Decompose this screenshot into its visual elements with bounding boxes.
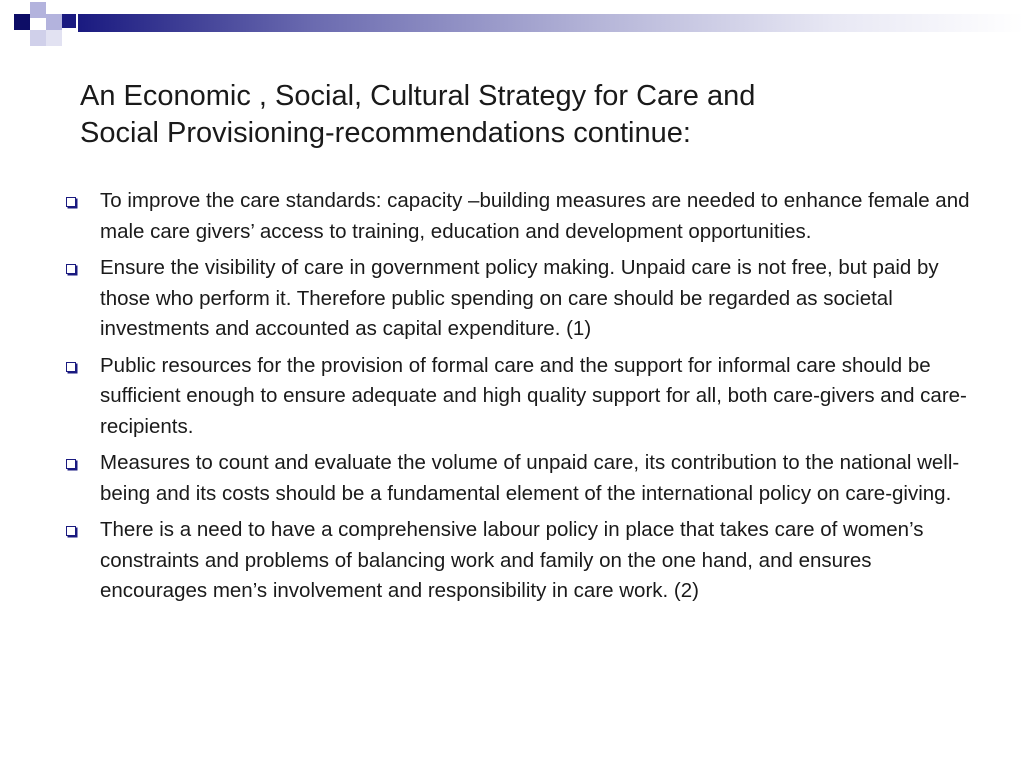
square-bullet-icon <box>66 264 76 274</box>
decorative-square <box>46 14 62 30</box>
bullet-item <box>60 186 970 247</box>
slide-title-line-2: Social Provisioning-recommendations continue: <box>80 117 691 149</box>
decorative-square <box>30 30 46 46</box>
bullet-text: Ensure the visibility of care in government policy making. Unpaid care is not free, but paid by those who perform it. Therefore public spending on care should be regarded as societal investments and accounted as capital expenditure. (1) <box>100 256 939 340</box>
square-bullet-icon <box>66 526 76 536</box>
square-bullet-icon <box>66 197 76 207</box>
bullet-item <box>60 253 970 345</box>
slide-title-line-1: An Economic , Social, Cultural Strategy for Care and <box>80 80 756 112</box>
square-bullet-icon <box>66 362 76 372</box>
bullet-text: Measures to count and evaluate the volume of unpaid care, its contribution to the national well-being and its costs should be a fundamental element of the international policy on care-giving. <box>100 451 960 505</box>
bullet-item <box>60 351 970 443</box>
bullet-list <box>60 186 970 613</box>
decorative-square <box>62 14 76 28</box>
bullet-text: To improve the care standards: capacity –building measures are needed to enhance female and male care givers’ access to training, education and development opportunities. <box>100 189 970 243</box>
header-gradient-bar <box>78 14 1024 32</box>
bullet-text: There is a need to have a comprehensive labour policy in place that takes care of women’s constraints and problems of balancing work and family on the one hand, and ensures encourages men’s involvement and responsibility in care work. (2) <box>100 518 924 602</box>
decorative-square <box>30 2 46 18</box>
slide-title <box>80 78 980 152</box>
decorative-square <box>14 14 30 30</box>
square-bullet-icon <box>66 459 76 469</box>
decorative-square <box>46 30 62 46</box>
bullet-text: Public resources for the provision of formal care and the support for informal care should be sufficient enough to ensure adequate and high quality support for all, both care-givers and care-recipients. <box>100 353 967 438</box>
bullet-item <box>60 515 970 607</box>
bullet-item <box>60 448 970 509</box>
